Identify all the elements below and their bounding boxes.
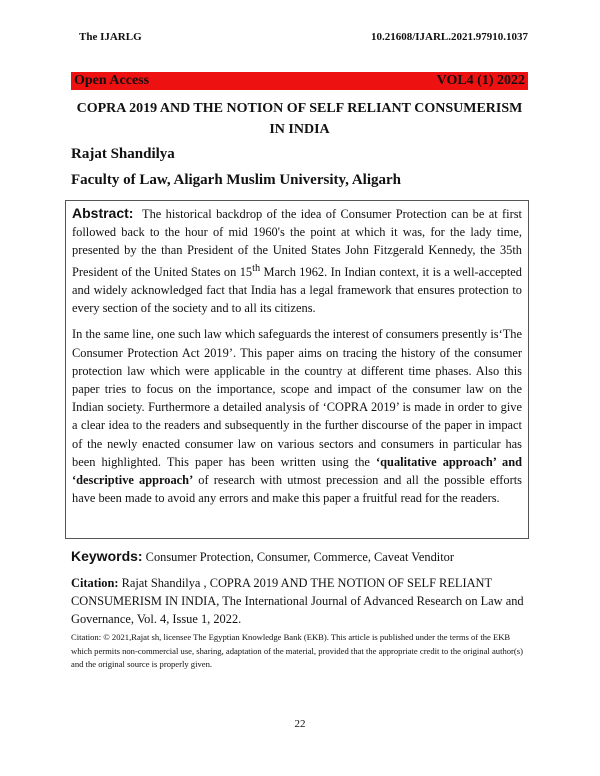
- abstract-text-2b: of research with utmost precession and all the possible efforts have been made to avoid any errors and make this paper a fruitful read for the readers.: [72, 472, 522, 506]
- paper-title: COPRA 2019 AND THE NOTION OF SELF RELIANT CONSUMERISM IN INDIA: [76, 101, 523, 137]
- abstract-text-2a: In the same line, one such law which safeguards the interest of consumers presently is‘The Consumer Protection Act 2019’. This paper aims on tracing the history of the consumer protection law which were applicable in the country at different time phases. Also this paper tries to focus on the importance, scope and impact of the consumer law on the Indian society. Furthermore a detailed analysis of ‘COPRA 2019’ is made in order to give a clear idea to the readers and subsequently in the further discourse of the paper in impact of the newly enacted consumer law on various sectors and consumers in particular has been highlighted. This paper has been written using the: [72, 327, 522, 469]
- author-affiliation: Faculty of Law, Aligarh Muslim University, Aligarh: [71, 172, 402, 188]
- doi-label: 10.21608/IJARL.2021.97910.1037: [370, 31, 528, 43]
- citation-label: Citation:: [71, 576, 119, 590]
- citation-text: Rajat Shandilya , COPRA 2019 AND THE NOTION OF SELF RELIANT CONSUMERISM IN INDIA, The International Journal of Advanced Research on Law and Governance, Vol. 4, Issue 1, 2022.: [71, 576, 524, 626]
- citation: [71, 574, 526, 628]
- keywords: [71, 548, 454, 565]
- author-name: Rajat Shandilya: [71, 146, 175, 162]
- abstract-paragraph-2: [72, 325, 522, 507]
- abstract-box: [65, 200, 529, 539]
- volume-label: VOL4 (1) 2022: [436, 73, 525, 88]
- abstract-approach-bold: ‘qualitative approach’ and ‘descriptive approach’: [72, 454, 522, 487]
- abstract-label: Abstract:: [72, 205, 134, 221]
- abstract-text-1b: March 1962. In Indian context, it is a well-accepted and widely acknowledged fact that India has a legal framework that ensures protection to every section of the society and to all its citizens.: [72, 264, 522, 316]
- open-access-label: Open Access: [74, 73, 150, 88]
- abstract-text-1a: The historical backdrop of the idea of Consumer Protection can be at first followed back to the hour of mid 1960's the point at which it was, for the lady time, presented by the than President of the United States John Fitzgerald Kennedy, the 35th President of the United States on 15: [72, 207, 522, 279]
- journal-name: The IJARLG: [79, 31, 142, 43]
- keywords-label: Keywords:: [71, 548, 143, 564]
- page-number: 22: [294, 718, 306, 730]
- superscript-th: th: [252, 262, 261, 274]
- abstract-paragraph-1: [72, 204, 522, 317]
- keywords-text: Consumer Protection, Consumer, Commerce, Caveat Venditor: [142, 550, 454, 564]
- access-banner: [71, 72, 528, 90]
- license-note: Citation: © 2021,Rajat sh, licensee The Egyptian Knowledge Bank (EKB). This article is published under the terms of the EKB which permits non-commercial use, sharing, adaptation of the material, provided that the appropriate credit to the original author(s) and the original source is properly given.: [71, 632, 523, 669]
